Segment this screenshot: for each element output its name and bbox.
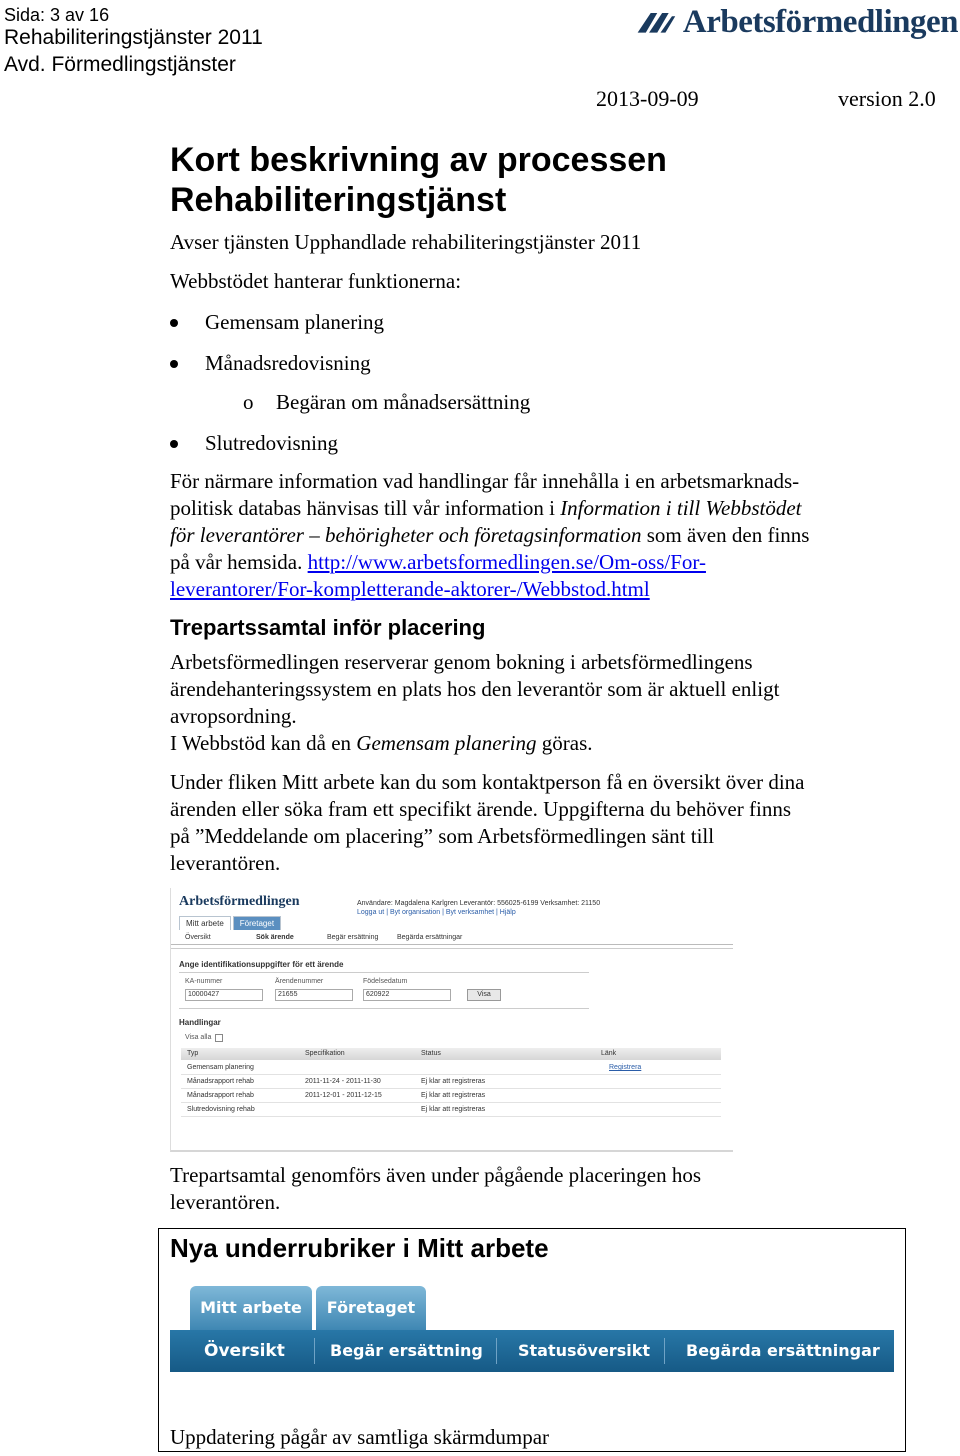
screenshot-table-row: Slutredovisning rehab <box>187 1106 255 1113</box>
logo-mark-icon <box>636 7 677 37</box>
nav-begarda-ersattningar[interactable]: Begärda ersättningar <box>686 1341 880 1360</box>
logo-text: Arbetsförmedlingen <box>682 3 958 40</box>
screenshot-col-header: Specifikation <box>305 1050 345 1057</box>
bullet-item: Gemensam planering <box>170 309 384 335</box>
doc-version: version 2.0 <box>838 86 936 111</box>
screenshot-logo: Arbetsförmedlingen <box>179 894 300 909</box>
screenshot-col-header: Typ <box>187 1050 199 1057</box>
sub-bullet-marker: o <box>243 390 254 414</box>
webbstod-link-continued[interactable]: leverantorer/For-kompletterande-aktorer-/Webbstod.html <box>170 577 650 601</box>
doc-date: 2013-09-09 <box>596 86 699 111</box>
screenshot-field-label: KA-nummer <box>185 978 223 985</box>
logo <box>636 2 958 42</box>
screenshot-tab-foretaget[interactable]: Företaget <box>233 916 281 930</box>
screenshot-field-label: Födelsedatum <box>363 978 408 985</box>
screenshot-subnav <box>171 932 733 945</box>
screenshot-table-row: Gemensam planering <box>187 1064 254 1071</box>
mitt-arbete-navbar <box>170 1330 894 1372</box>
nav-oversikt[interactable]: Översikt <box>204 1341 285 1361</box>
screenshot-table-header <box>181 1048 721 1060</box>
screenshot-mitt-arbete: Arbetsförmedlingen Användare: Magdalena Karlgren Leverantör: 556025-6199 Verksamhet: 21150 Logga ut | Byt organisation | Byt verksamhet | Hjälp Mitt arbete Företaget Översikt Sök ärende Begär ersättning Begärda ersättningar Ange identifikationsuppgifter för ett ärende KA-nummer 10000427 Ärendenummer 21655 Födelsedatum 620922 Visa Handlingar Visa alla Typ Specifikation Status Länk Gemensam planering Registrera Månadsrapport rehab 2011-11-24 - 2011-11-30 Ej klar att registreras Månadsrapport rehab 2011-12-01 - 2011-12-15 Ej klar att registreras Slutredovisning rehab Ej klar att registreras <box>170 888 733 1152</box>
screenshot-handlingar-title: Handlingar <box>179 1018 221 1027</box>
sub-bullet-item: o Begäran om månadsersättning <box>243 390 531 414</box>
screenshot-ka-input[interactable]: 10000427 <box>185 989 263 1001</box>
screenshot-table-row: Månadsrapport rehab <box>187 1092 254 1099</box>
bullet-dot-icon <box>170 440 178 448</box>
screenshot-subnav-item[interactable]: Begärda ersättningar <box>397 934 463 941</box>
title-line-2: Rehabiliteringstjänst <box>170 181 507 219</box>
screenshot-fodelsedatum-input[interactable]: 620922 <box>363 989 451 1001</box>
webbstod-link[interactable]: http://www.arbetsformedlingen.se/Om-oss/For- <box>307 550 706 574</box>
trepartsamtal-note: Trepartsamtal genomförs även under pågående placeringen hos leverantören. <box>170 1163 702 1214</box>
box-footer-note: Uppdatering pågår av samtliga skärmdumpar <box>170 1425 550 1449</box>
bullet-dot-icon <box>170 360 178 368</box>
document-title: Rehabiliteringstjänster 2011 <box>4 26 263 49</box>
screenshot-registrera-link[interactable]: Registrera <box>609 1064 642 1071</box>
functions-intro: Webbstödet hanterar funktionerna: <box>170 269 462 293</box>
box-heading: Nya underrubriker i Mitt arbete <box>170 1233 549 1263</box>
screenshot-subnav-item[interactable]: Begär ersättning <box>327 934 379 941</box>
screenshot-arende-input[interactable]: 21655 <box>275 989 353 1001</box>
screenshot-col-header: Länk <box>601 1050 617 1057</box>
screenshot-visa-alla-checkbox[interactable] <box>215 1034 223 1042</box>
screenshot-user-line: Användare: Magdalena Karlgren Leverantör: 556025-6199 Verksamhet: 21150 <box>357 900 601 907</box>
screenshot-table-row: Månadsrapport rehab <box>187 1078 254 1085</box>
intro-text: Avser tjänsten Upphandlade rehabiliteringstjänster 2011 <box>170 230 642 254</box>
section-heading: Trepartssamtal inför placering <box>170 615 486 640</box>
screenshot-tabs <box>179 916 283 930</box>
nav-begar-ersattning[interactable]: Begär ersättning <box>330 1341 483 1360</box>
nav-statusoversikt[interactable]: Statusöversikt <box>518 1341 650 1360</box>
mitt-arbete-tabbar <box>170 1286 894 1372</box>
screenshot-field-label: Ärendenummer <box>275 978 324 985</box>
screenshot-section-title: Ange identifikationsuppgifter för ett ärende <box>179 960 344 969</box>
bullet-item: Slutredovisning <box>170 430 338 456</box>
bullet-item: Månadsredovisning <box>170 350 371 376</box>
screenshot-col-header: Status <box>421 1050 441 1057</box>
page-number: Sida: 3 av 16 <box>4 5 110 25</box>
screenshot-visa-button[interactable]: Visa <box>467 989 501 1001</box>
screenshot-tab-mitt-arbete[interactable]: Mitt arbete <box>179 916 231 930</box>
screenshot-user-links: Logga ut | Byt organisation | Byt verksamhet | Hjälp <box>357 909 516 916</box>
bullet-dot-icon <box>170 319 178 327</box>
screenshot-visa-alla-label: Visa alla <box>185 1034 212 1041</box>
page-title <box>170 140 667 220</box>
tab-mitt-arbete[interactable]: Mitt arbete <box>190 1286 312 1330</box>
department: Avd. Förmedlingstjänster <box>4 53 236 76</box>
screenshot-subnav-item[interactable]: Sök ärende <box>256 934 294 941</box>
section-paragraph: Arbetsförmedlingen reserverar genom bokning i arbetsförmedlingens ärendehanteringssystem en plats hos den leverantör som är aktuell enligt avropsordning. I Webbstöd kan då en Gemensam planering göras. <box>170 650 780 755</box>
info-paragraph: För närmare information vad handlingar får innehålla i en arbetsmarknads- politisk databas hänvisas till vår information i Information i till Webbstödet för leverantörer – behörigheter och företagsinformation som även den finns på vår hemsida. http://www.arbetsformedlingen.se/Om-oss/For- leverantorer/For-kompletterande-aktorer-/Webbstod.html <box>170 469 810 601</box>
tab-foretaget[interactable]: Företaget <box>316 1286 426 1330</box>
screenshot-subnav-item[interactable]: Översikt <box>185 934 211 941</box>
title-line-1: Kort beskrivning av processen <box>170 141 667 179</box>
section-paragraph: Under fliken Mitt arbete kan du som kontaktperson få en översikt över dina ärenden eller söka fram ett specifikt ärende. Uppgifterna du behöver finns på ”Meddelande om placering” som Arbetsförmedlingen sänt till leverantören. <box>170 770 805 875</box>
